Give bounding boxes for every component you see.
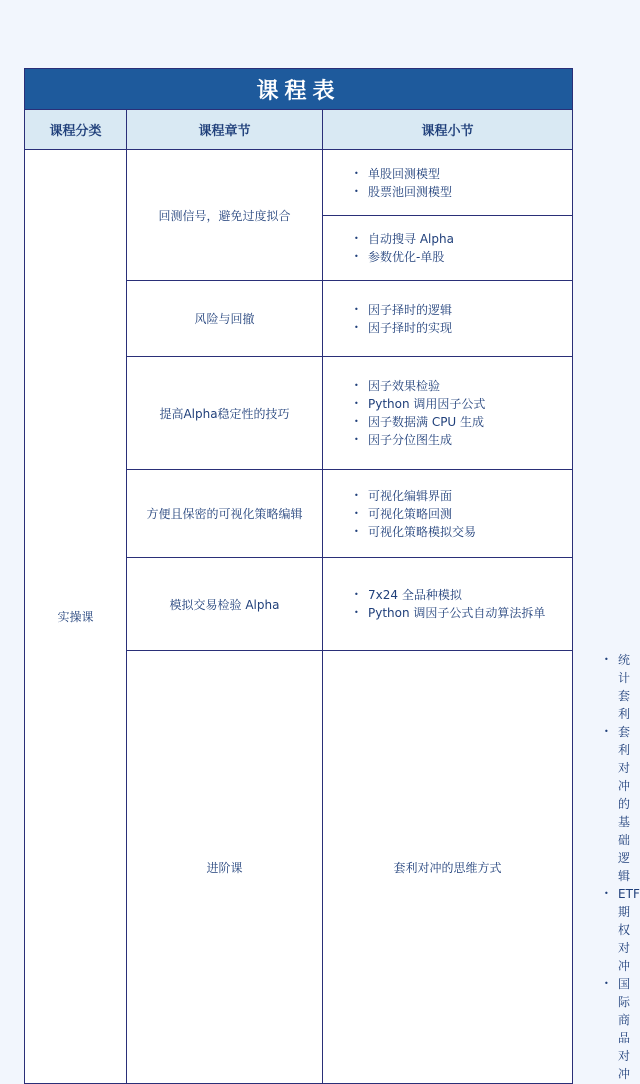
chapter-visual-editing: 方便且保密的可视化策略编辑 [127,470,323,558]
section-list [323,230,572,266]
list-item: • 参数优化-单股 [354,248,572,266]
list-item: • 因子分位图生成 [354,431,572,449]
list-item: • 可视化编辑界面 [354,487,572,505]
list-item: • 7x24 全品种模拟 [354,586,572,604]
category-practical: 实操课 [25,150,127,1084]
section-list [323,377,572,449]
section-cell [323,281,573,357]
course-schedule [24,68,640,1084]
section-list [323,165,572,201]
category-advanced: 进阶课 [127,651,323,1084]
section-cell [323,357,573,470]
list-item: • 国际商品对冲 [604,975,618,1083]
chapter-arbitrage: 套利对冲的思维方式 [323,651,573,1084]
list-item: • 因子择时的逻辑 [354,301,572,319]
table-title: 课程表 [25,69,573,110]
header-chapter: 课程章节 [127,110,323,150]
list-item: • 单股回测模型 [354,165,572,183]
list-item: • 统计套利 [604,651,618,723]
list-item: • 可视化策略回测 [354,505,572,523]
section-cell [323,216,573,281]
section-cell [323,558,573,651]
list-item: • 因子数据满 CPU 生成 [354,413,572,431]
chapter-sim-trading: 模拟交易检验 Alpha [127,558,323,651]
chapter-alpha-stability: 提高Alpha稳定性的技巧 [127,357,323,470]
chapter-backtest: 回测信号，避免过度拟合 [127,150,323,281]
section-list [323,487,572,541]
list-item: • 可视化策略模拟交易 [354,523,572,541]
header-section: 课程小节 [323,110,573,150]
list-item: • 因子效果检验 [354,377,572,395]
list-item: • ETF 期权对冲 [604,885,618,975]
course-table [24,68,640,1084]
list-item: • 因子择时的实现 [354,319,572,337]
section-list [323,586,572,622]
list-item: • Python 调因子公式自动算法拆单 [354,604,572,622]
chapter-risk-drawdown: 风险与回撤 [127,281,323,357]
list-item: • Python 调用因子公式 [354,395,572,413]
section-cell [323,150,573,216]
list-item: • 自动搜寻 Alpha [354,230,572,248]
section-list [323,301,572,337]
section-cell [323,470,573,558]
list-item: • 套利对冲的基础逻辑 [604,723,618,885]
list-item: • 股票池回测模型 [354,183,572,201]
section-list [573,651,640,1083]
header-category: 课程分类 [25,110,127,150]
